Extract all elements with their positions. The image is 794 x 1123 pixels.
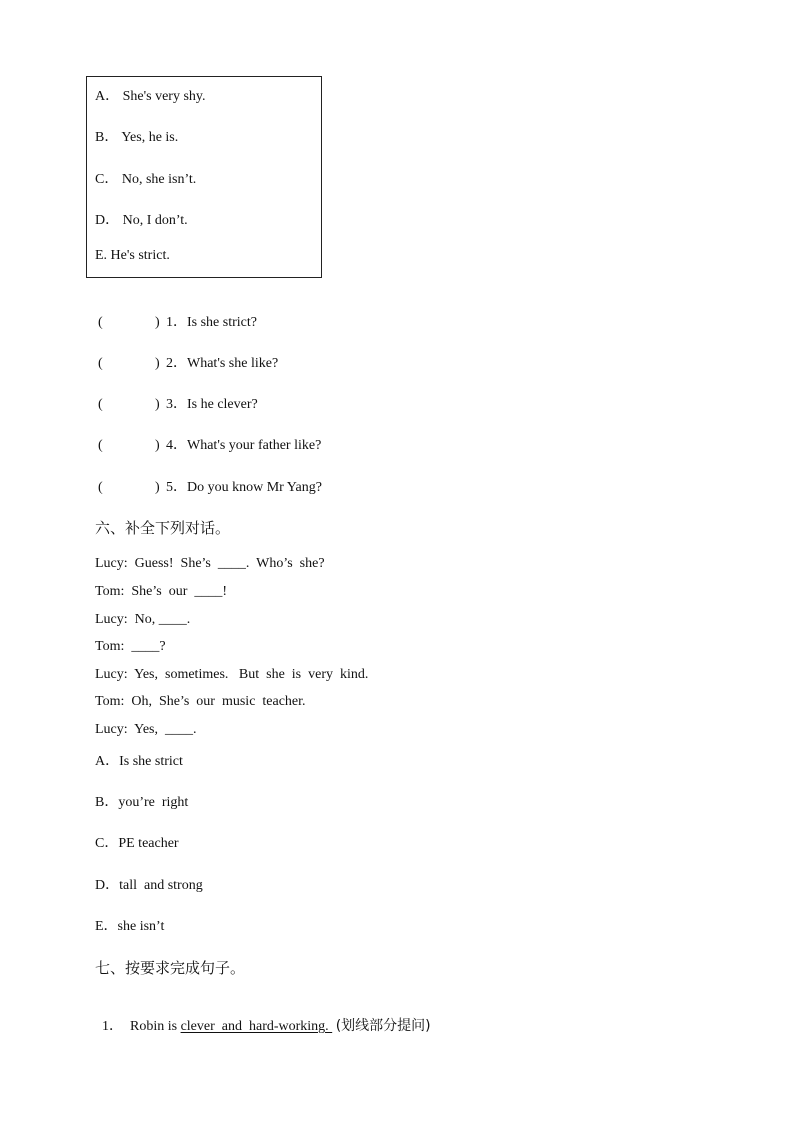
section-6-title: 六、补全下列对话。: [95, 519, 231, 537]
option-a: A． She's very shy.: [95, 89, 206, 104]
answer-bracket-close: ): [155, 356, 160, 371]
question-number: 1．: [102, 1019, 123, 1034]
dialogue-line: Lucy: Yes, ____.: [95, 722, 197, 737]
question-text: 1．Is she strict?: [166, 315, 257, 330]
underlined-phrase: clever and hard-working.: [180, 1019, 333, 1034]
answer-bracket-close: ): [155, 315, 160, 330]
sentence-question-1: [95, 1001, 431, 1035]
answer-bracket-close: ): [155, 397, 160, 412]
dialogue-option-c: C．PE teacher: [95, 836, 179, 851]
option-e: E. He's strict.: [95, 248, 170, 263]
question-text: 2．What's she like?: [166, 356, 279, 371]
question-text: 5．Do you know Mr Yang?: [166, 480, 322, 495]
answer-bracket-open[interactable]: (: [98, 438, 103, 453]
instruction-note: (划线部分提问): [335, 1018, 431, 1034]
answer-bracket-open[interactable]: (: [98, 315, 103, 330]
dialogue-option-d: D．tall and strong: [95, 878, 203, 893]
dialogue-line: Tom: ____?: [95, 639, 166, 654]
option-d: D． No, I don’t.: [95, 213, 188, 228]
dialogue-option-a: A．Is she strict: [95, 754, 183, 769]
question-text: 4．What's your father like?: [166, 438, 322, 453]
section-7-title: 七、按要求完成句子。: [95, 959, 246, 977]
sentence-subject: Robin is: [130, 1019, 178, 1034]
dialogue-option-b: B．you’re right: [95, 795, 189, 810]
answer-bracket-open[interactable]: (: [98, 356, 103, 371]
dialogue-line: Lucy: Guess! She’s ____. Who’s she?: [95, 556, 325, 571]
answer-bracket-close: ): [155, 438, 160, 453]
option-c: C． No, she isn’t.: [95, 172, 197, 187]
answer-bracket-open[interactable]: (: [98, 480, 103, 495]
dialogue-line: Tom: Oh, She’s our music teacher.: [95, 694, 306, 709]
answer-bracket-close: ): [155, 480, 160, 495]
dialogue-line: Tom: She’s our ____!: [95, 584, 228, 599]
question-text: 3．Is he clever?: [166, 397, 258, 412]
dialogue-option-e: E．she isn’t: [95, 919, 165, 934]
answer-bracket-open[interactable]: (: [98, 397, 103, 412]
dialogue-line: Lucy: No, ____.: [95, 612, 191, 627]
option-b: B． Yes, he is.: [95, 130, 179, 145]
dialogue-line: Lucy: Yes, sometimes. But she is very kind.: [95, 667, 369, 682]
